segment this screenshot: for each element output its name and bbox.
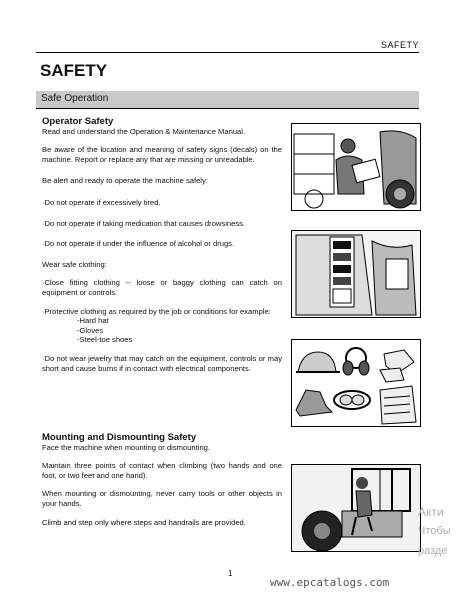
protective-gear-illustration [291,339,421,427]
bullet-item: ·Do not wear jewelry that may catch on the equipment, controls or may short and cause burns if in contact with electrical components. [42,353,282,373]
page-title: SAFETY [40,61,108,80]
watermark: www.epcatalogs.com [270,576,390,589]
mounting-machine-illustration [291,464,421,552]
mounting-section [42,433,282,527]
operator-reading-manual-illustration [291,123,421,211]
operator-heading: Operator Safety [42,116,114,127]
bullet-item: ·Do not operate if taking medication that causes drowsiness. [42,218,246,228]
activation-overlay-text: разде [418,545,448,557]
paragraph: Wear safe clothing: [42,259,107,269]
bullet-item: ·Protective clothing as required by the job or conditions for example: [42,306,271,316]
sub-item: -Steel-toe shoes [77,335,133,345]
section-bar [36,91,419,109]
mounting-heading: Mounting and Dismounting Safety [42,432,197,443]
bullet-item: ·Do not operate if under the influence of alcohol or drugs. [42,239,235,249]
paragraph: Maintain three points of contact when climbing (two hands and one foot, or two feet and one hand). [42,461,282,480]
operator-safety-section [42,117,282,373]
section-title: Safe Operation [41,93,109,104]
activation-overlay-text: Чтобы [418,525,451,537]
bullet-item: ·Do not operate if excessively tired. [42,197,161,207]
paragraph: When mounting or dismounting, never carry tools or other objects in your hands. [42,489,282,508]
running-header: SAFETY [380,40,419,50]
header-rule [36,52,419,53]
paragraph: Be aware of the location and meaning of safety signs (decals) on the machine. Report or replace any that are missing or unreadable. [42,145,282,164]
paragraph: Climb and step only where steps and handrails are provided. [42,517,246,527]
bullet-item: ·Close fitting clothing -- loose or baggy clothing can catch on equipment or controls. [42,278,282,297]
activation-overlay-text: Акти [418,505,444,519]
sub-item: -Gloves [77,325,104,335]
sub-item: -Hard hat [77,316,109,326]
safety-decal-illustration [291,230,421,318]
paragraph: Be alert and ready to operate the machine safely: [42,176,208,186]
paragraph: Face the machine when mounting or dismounting. [42,442,211,452]
paragraph: Read and understand the Operation & Maintenance Manual. [42,126,246,136]
page-number: 1 [228,569,233,578]
